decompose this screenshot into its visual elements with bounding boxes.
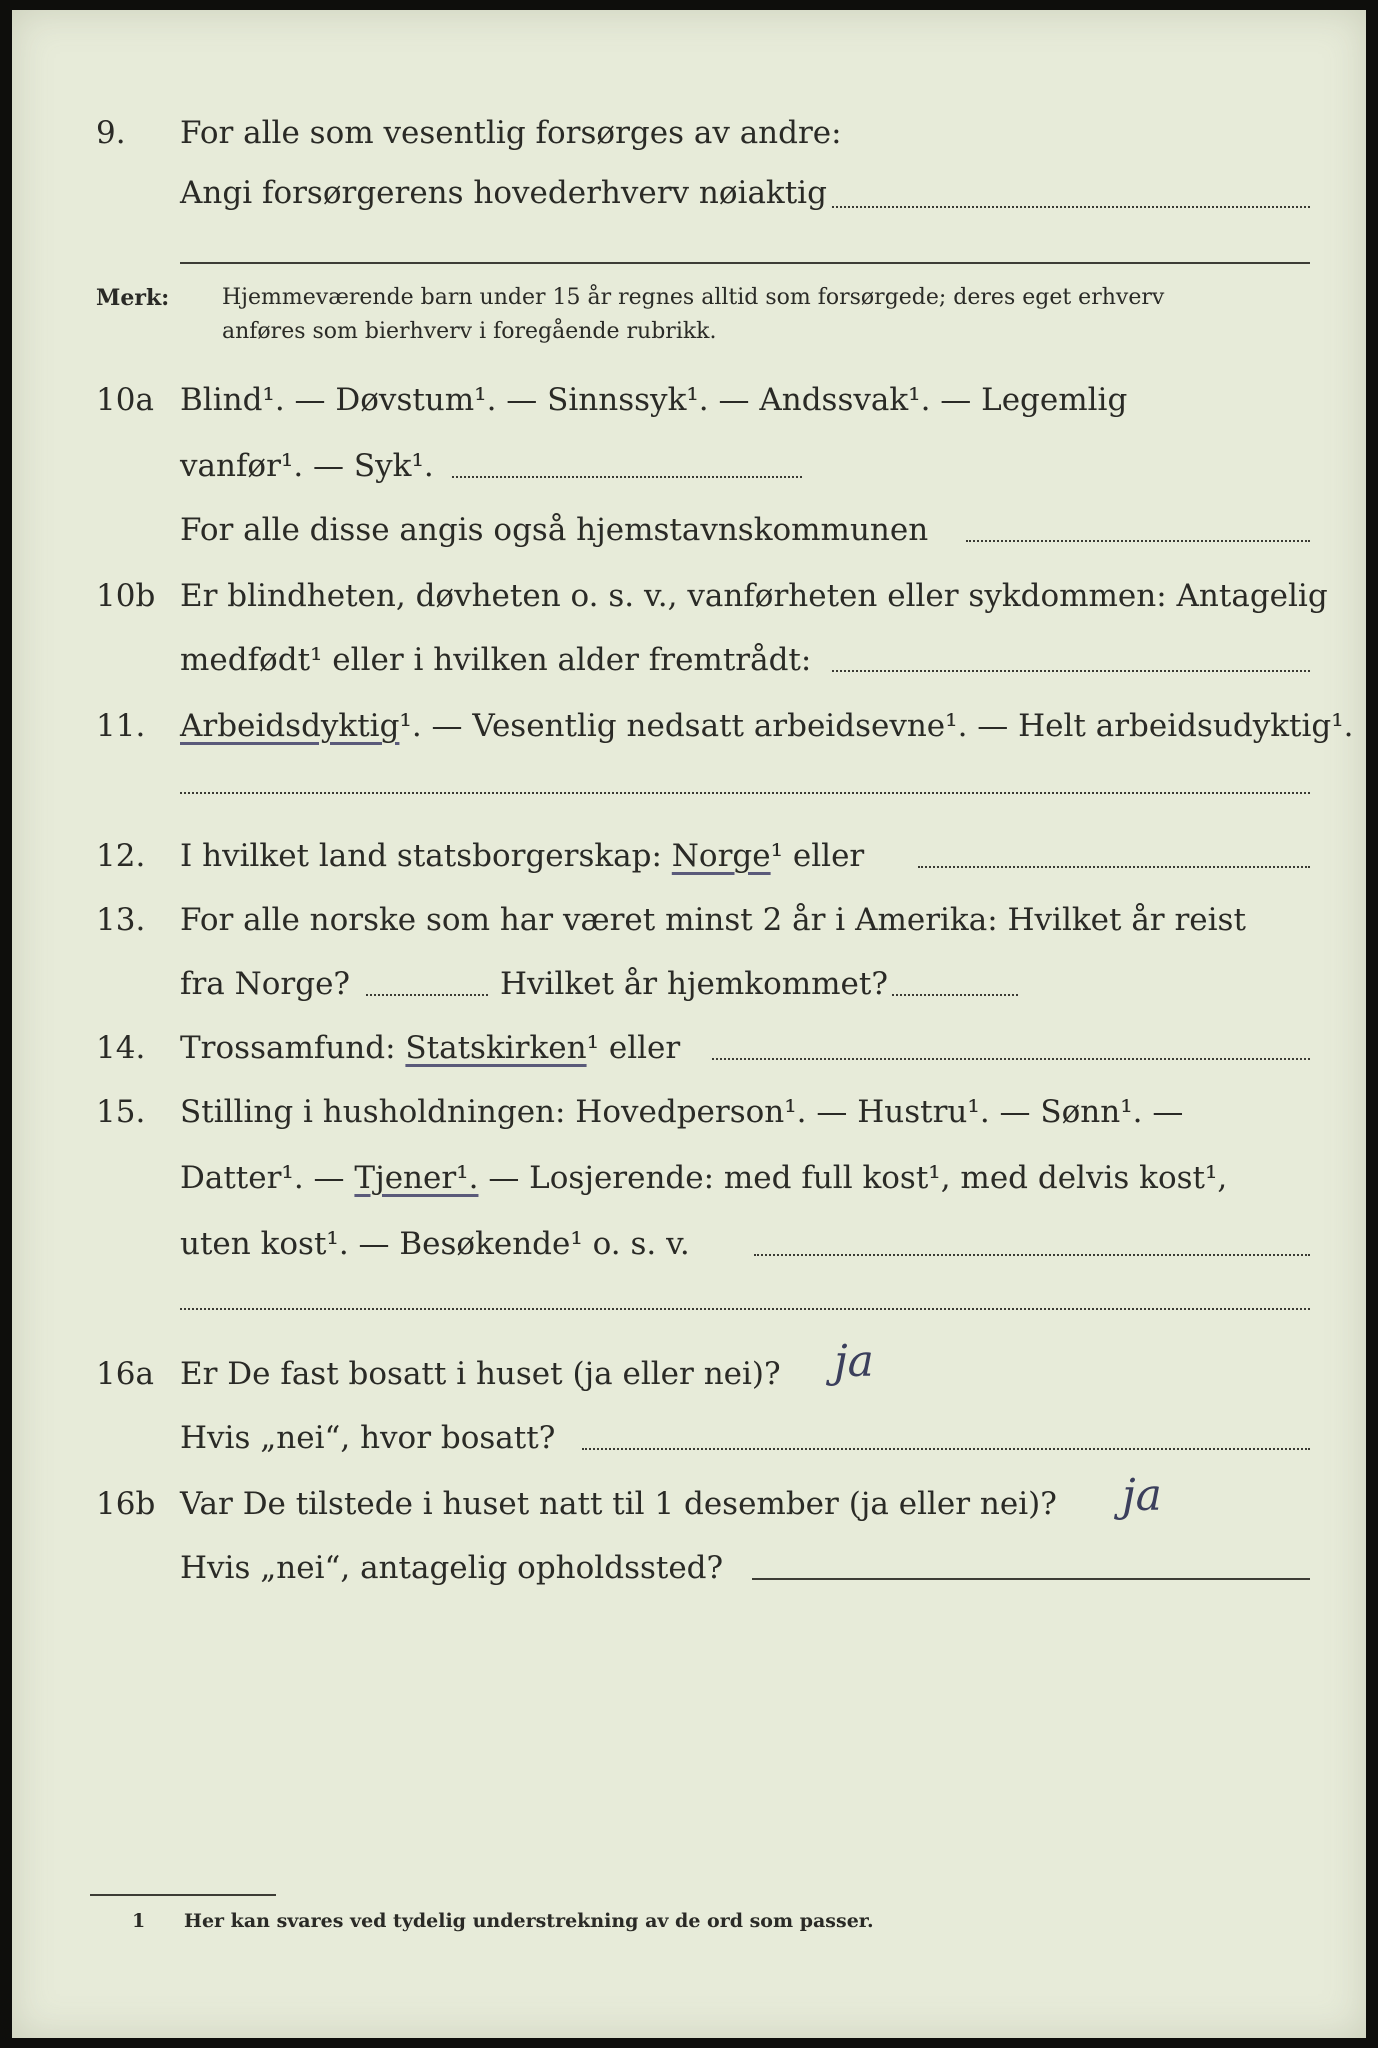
q10a-hjemstavn-field[interactable] <box>966 540 1310 542</box>
q16b-where-field[interactable] <box>752 1578 1310 1580</box>
q13-reist-label: fra Norge? <box>180 966 351 1002</box>
q16b-where-label: Hvis „nei“, antagelig opholdssted? <box>180 1550 724 1586</box>
q10b-question-2: medfødt¹ eller i hvilken alder fremtrådt: <box>180 642 812 678</box>
q13-hjemkommet-label: Hvilket år hjemkommet? <box>500 966 888 1002</box>
q14-question <box>180 1028 680 1068</box>
q11-answer-line[interactable] <box>180 792 1310 794</box>
q16b-question: Var De tilstede i huset natt til 1 desember (ja eller nei)? <box>180 1486 1057 1522</box>
q11-selected-option[interactable]: Arbeidsdyktig <box>180 708 400 744</box>
q10a-hjemstavn-label: For alle disse angis også hjemstavnskommunen <box>180 512 929 548</box>
q10a-options: Blind¹. — Døvstum¹. — Sinnssyk¹. — Andssvak¹. — Legemlig <box>180 382 1128 418</box>
q12-answer-field[interactable] <box>918 866 1310 868</box>
q14-selected-option[interactable]: Statskirken <box>405 1030 587 1066</box>
q9-number: 9. <box>96 115 126 151</box>
q11-other-options: ¹. — Vesentlig nedsatt arbeidsevne¹. — Helt arbeidsudyktig¹. <box>399 708 1354 744</box>
q15-losjerende: — Losjerende: med full kost¹, med delvis kost¹, <box>488 1160 1228 1196</box>
q12-number: 12. <box>96 838 146 874</box>
q16a-where-field[interactable] <box>582 1448 1310 1450</box>
q10b-number: 10b <box>96 578 156 614</box>
q14-number: 14. <box>96 1030 146 1066</box>
q14-suffix: ¹ eller <box>586 1030 681 1066</box>
q10a-syk-field[interactable] <box>452 476 802 478</box>
q9-answer-field[interactable] <box>832 206 1310 208</box>
q16a-question: Er De fast bosatt i huset (ja eller nei)? <box>180 1356 781 1392</box>
q12-label: I hvilket land statsborgerskap: <box>180 838 662 874</box>
q11-number: 11. <box>96 708 146 744</box>
q15-options-3: uten kost¹. — Besøkende¹ o. s. v. <box>180 1226 690 1262</box>
q9-instruction: Angi forsørgerens hovederhverv nøiaktig <box>180 175 827 211</box>
census-form-page <box>12 10 1366 2038</box>
q13-reist-field[interactable] <box>366 994 488 996</box>
q10b-answer-field[interactable] <box>832 670 1310 672</box>
footnote-text: Her kan svares ved tydelig understrekning av de ord som passer. <box>184 1910 874 1932</box>
q14-answer-field[interactable] <box>712 1058 1310 1060</box>
q13-number: 13. <box>96 902 146 938</box>
q9-answer-line[interactable] <box>180 262 1310 264</box>
q13-question: For alle norske som har været minst 2 år i Amerika: Hvilket år reist <box>180 902 1246 938</box>
q15-answer-field[interactable] <box>754 1254 1310 1256</box>
q16b-handwritten-answer[interactable]: ja <box>1122 1470 1162 1521</box>
q9-question: For alle som vesentlig forsørges av andre: <box>180 115 842 151</box>
merk-label: Merk: <box>96 285 170 311</box>
q15-options-1: Stilling i husholdningen: Hovedperson¹. — Hustru¹. — Sønn¹. — <box>180 1094 1184 1130</box>
q15-options-2 <box>180 1158 1227 1198</box>
q12-selected-option[interactable]: Norge <box>671 838 771 874</box>
q15-answer-line[interactable] <box>180 1308 1310 1310</box>
q16a-number: 16a <box>96 1356 154 1392</box>
q10a-options-2: vanfør¹. — Syk¹. <box>180 448 434 484</box>
q16a-handwritten-answer[interactable]: ja <box>834 1336 874 1387</box>
q10a-number: 10a <box>96 382 154 418</box>
q15-number: 15. <box>96 1094 146 1130</box>
footnote-mark: 1 <box>132 1910 146 1932</box>
q15-selected-option[interactable]: Tjener¹. <box>354 1160 479 1196</box>
merk-text-1: Hjemmeværende barn under 15 år regnes alltid som forsørgede; deres eget erhverv <box>222 285 1165 310</box>
footnote-divider <box>90 1894 276 1896</box>
q12-question <box>180 836 864 876</box>
q10b-question: Er blindheten, døvheten o. s. v., vanførheten eller sykdommen: Antagelig <box>180 578 1328 614</box>
q16a-where-label: Hvis „nei“, hvor bosatt? <box>180 1420 556 1456</box>
q13-hjemkommet-field[interactable] <box>892 994 1018 996</box>
q12-suffix: ¹ eller <box>770 838 865 874</box>
q16b-number: 16b <box>96 1486 156 1522</box>
q15-datter: Datter¹. — <box>180 1160 345 1196</box>
q11-options <box>180 706 1354 746</box>
merk-text-2: anføres som bierhverv i foregående rubrikk. <box>222 319 717 344</box>
q14-label: Trossamfund: <box>180 1030 396 1066</box>
